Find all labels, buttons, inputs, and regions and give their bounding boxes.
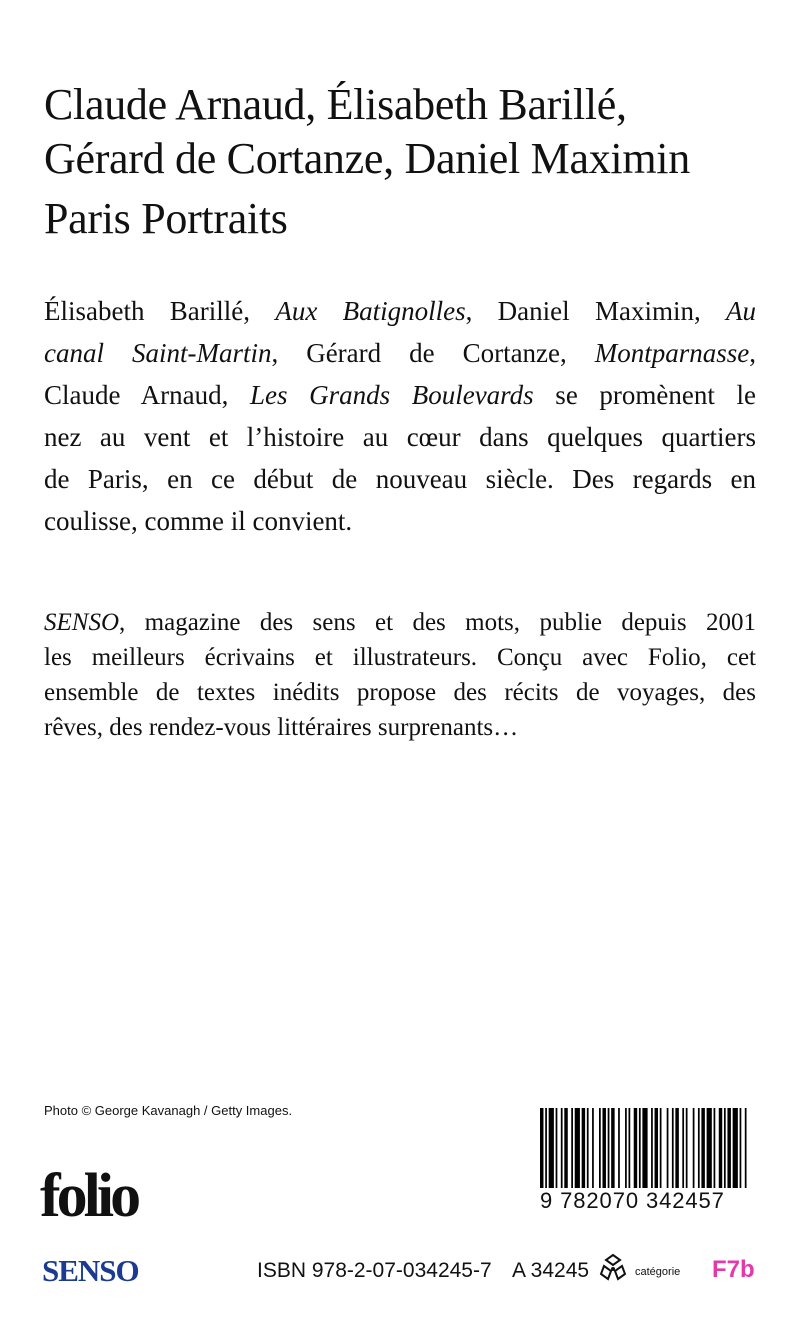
barcode-bar: [549, 1108, 554, 1188]
senso-line: SENSO, magazine des sens et des mots, publie depuis 2001: [44, 609, 756, 636]
barcode-bar: [701, 1108, 704, 1188]
senso-line: les meilleurs écrivains et illustrateurs. Conçu avec Folio, cet: [44, 644, 756, 671]
barcode-bar: [571, 1108, 573, 1188]
barcode-bar: [667, 1108, 669, 1188]
blurb-line: Élisabeth Barillé, Aux Batignolles, Daniel Maximin, Au: [44, 296, 757, 326]
authors-line-2: Gérard de Cortanze, Daniel Maximin: [44, 134, 690, 183]
authors-line-1: Claude Arnaud, Élisabeth Barillé,: [44, 80, 627, 129]
barcode-bar: [587, 1108, 589, 1188]
senso-line: ensemble de textes inédits propose des récits de voyages, des: [44, 679, 756, 706]
barcode-bar: [602, 1108, 605, 1188]
barcode-bar: [724, 1108, 726, 1188]
authors: [44, 78, 774, 186]
blurb: [44, 290, 756, 542]
senso-line: rêves, des rendez-vous littéraires surprenants…: [44, 714, 519, 741]
barcode-bar: [608, 1108, 610, 1188]
barcode-bar: [698, 1108, 700, 1188]
barcode-bar: [719, 1108, 722, 1188]
barcode-bar: [675, 1108, 678, 1188]
isbn: ISBN 978-2-07-034245-7: [257, 1259, 492, 1282]
barcode-bar: [745, 1108, 747, 1188]
barcode-bar: [686, 1108, 688, 1188]
barcode-bar: [733, 1108, 738, 1188]
barcode-digits: 9 782070 342457: [540, 1188, 725, 1213]
senso-description: [44, 605, 756, 745]
barcode-bar: [592, 1108, 594, 1188]
barcode-bar: [575, 1108, 580, 1188]
gallimard-crest-icon: [598, 1252, 628, 1282]
barcode-bar: [642, 1108, 647, 1188]
barcode-bar: [639, 1108, 641, 1188]
barcode-bar: [651, 1108, 653, 1188]
barcode-bar: [634, 1108, 637, 1188]
barcode-bar: [707, 1108, 712, 1188]
barcode-bar: [625, 1108, 627, 1188]
catalog-code: A 34245: [512, 1259, 590, 1282]
barcode-bar: [655, 1108, 658, 1188]
barcode: [540, 1108, 750, 1188]
barcode-bar: [561, 1108, 563, 1188]
barcode-bar: [727, 1108, 730, 1188]
barcode-bar: [545, 1108, 547, 1188]
book-title: Paris Portraits: [44, 194, 288, 243]
barcode-bar: [599, 1108, 601, 1188]
barcode-bar: [672, 1108, 674, 1188]
barcode-bar: [540, 1108, 543, 1188]
barcode-bar: [629, 1108, 631, 1188]
barcode-bar: [564, 1108, 567, 1188]
photo-credit: Photo © George Kavanagh / Getty Images.: [44, 1103, 293, 1118]
blurb-line: canal Saint-Martin, Gérard de Cortanze, Montparnasse,: [44, 338, 757, 368]
category-label: catégorie: [635, 1266, 681, 1278]
barcode-bar: [682, 1108, 684, 1188]
barcode-bar: [582, 1108, 585, 1188]
barcode-bar: [618, 1108, 620, 1188]
barcode-bar: [556, 1108, 558, 1188]
category-code: F7b: [712, 1256, 755, 1283]
blurb-line: coulisse, comme il convient.: [44, 506, 353, 536]
folio-logo: folio: [40, 1162, 138, 1230]
blurb-line: Claude Arnaud, Les Grands Boulevards se promènent le: [44, 380, 756, 410]
senso-logo: SENSO: [42, 1253, 139, 1288]
barcode-bar: [660, 1108, 662, 1188]
barcode-bar: [714, 1108, 716, 1188]
barcode-bar: [611, 1108, 614, 1188]
blurb-line: de Paris, en ce début de nouveau siècle. Des regards en: [44, 464, 756, 494]
barcode-bar: [693, 1108, 695, 1188]
barcode-bar: [740, 1108, 742, 1188]
blurb-line: nez au vent et l’histoire au cœur dans quelques quartiers: [44, 422, 756, 452]
